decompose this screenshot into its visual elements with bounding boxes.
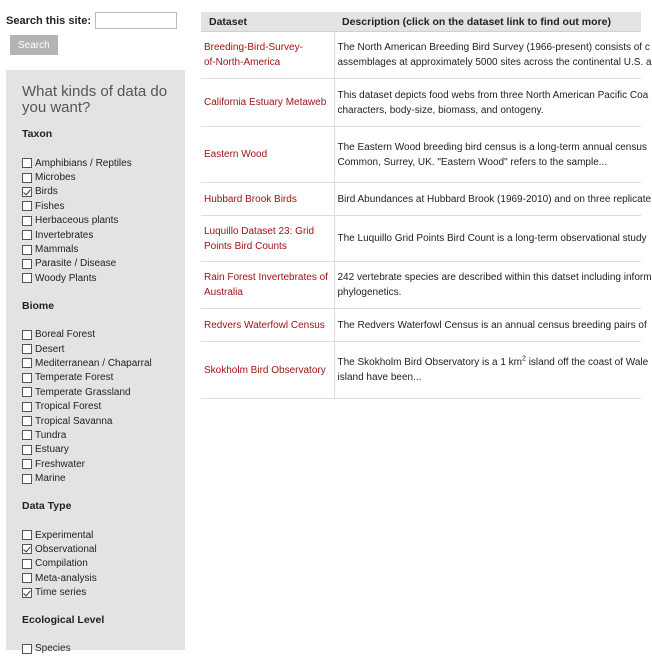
column-header-description: Description (click on the dataset link to find out more) (334, 12, 641, 32)
filter-option-time-series[interactable] (22, 585, 185, 599)
table-row (201, 309, 641, 342)
dataset-description-cell (334, 262, 652, 309)
dataset-table-container (201, 12, 652, 399)
filter-option-temperate-grassland[interactable] (22, 385, 185, 399)
dataset-link-text: Hubbard Brook Birds (204, 193, 297, 205)
filter-option-species[interactable] (22, 642, 185, 656)
filter-option-herbaceous-plants[interactable] (22, 214, 185, 228)
filter-group-title: Biome (22, 299, 55, 312)
filter-option-invertebrates[interactable] (22, 228, 185, 242)
description-text: characters, body-size, biomass, and ontogeny. (337, 104, 544, 116)
dataset-name-cell (201, 262, 334, 309)
dataset-table-body (201, 32, 652, 399)
dataset-link[interactable] (204, 192, 331, 207)
description-text-part: The Skokholm Bird Observatory is a 1 km (337, 357, 523, 368)
checkbox[interactable] (22, 559, 32, 569)
dataset-link[interactable] (204, 270, 331, 300)
dataset-link-text: Luquillo Dataset 23: Grid (204, 225, 315, 237)
filter-group-biome (22, 300, 185, 486)
filter-option-label: Woody Plants (35, 272, 97, 284)
checkbox[interactable] (22, 230, 32, 240)
description-text-part: island off the coast of Wale (525, 357, 649, 368)
filter-option-label: Species (35, 643, 71, 655)
checkbox[interactable] (22, 644, 32, 654)
filter-groups (22, 128, 185, 656)
search-label: Search this site: (6, 14, 91, 27)
filter-option-label: Tropical Forest (35, 401, 102, 413)
description-text: island have been... (337, 372, 422, 383)
checkbox[interactable] (22, 245, 32, 255)
filter-option-birds[interactable] (22, 185, 185, 199)
table-row (201, 342, 641, 399)
description-text (337, 355, 649, 370)
dataset-description-cell (334, 32, 652, 79)
description-text: assemblages at approximately 5000 sites across the continental U.S. a (337, 57, 652, 68)
filter-option-amphibians-reptiles[interactable] (22, 156, 185, 170)
filter-option-mediterranean-chaparral[interactable] (22, 356, 185, 370)
description-text: The Luquillo Grid Points Bird Count is a long-term observational study (337, 233, 647, 244)
dataset-link-text: Rain Forest Invertebrates of (204, 272, 328, 283)
dataset-name-cell (201, 342, 334, 399)
filter-option-label: Estuary (35, 444, 69, 456)
filter-option-label: Freshwater (35, 458, 86, 470)
checkbox[interactable] (22, 402, 32, 412)
filter-option-label: Tropical Savanna (35, 415, 113, 427)
dataset-link-text: California Estuary Metaweb (204, 97, 327, 108)
filter-group-taxon (22, 128, 185, 286)
dataset-link[interactable] (204, 318, 331, 333)
dataset-table (201, 12, 652, 399)
description-text: phylogenetics. (337, 287, 402, 298)
table-header-row (201, 12, 641, 32)
dataset-name-cell (201, 309, 334, 342)
filter-option-label: Mediterranean / Chaparral (35, 357, 152, 369)
checkbox[interactable] (22, 474, 32, 484)
checkbox[interactable] (22, 173, 32, 183)
checkbox[interactable] (22, 358, 32, 368)
checkbox[interactable] (22, 544, 32, 554)
filter-group-ecological-level (22, 614, 185, 656)
filter-option-observational[interactable] (22, 542, 185, 556)
filter-option-label: Meta-analysis (35, 572, 97, 584)
dataset-link-text: Breeding-Bird-Survey- (204, 42, 303, 53)
checkbox[interactable] (22, 201, 32, 211)
filter-option-tundra[interactable] (22, 428, 185, 442)
filter-option-tropical-forest[interactable] (22, 399, 185, 413)
filter-sidebar (6, 70, 185, 655)
site-search (6, 12, 196, 55)
description-text: This dataset depicts food webs from three North American Pacific Coa (337, 89, 649, 101)
description-text: The Redvers Waterfowl Census is an annual census breeding pairs of (337, 319, 647, 331)
filter-option-label: Microbes (35, 172, 76, 184)
description-text: The Eastern Wood breeding bird census is a long-term annual census (337, 141, 647, 153)
filter-option-freshwater[interactable] (22, 457, 185, 471)
dataset-name-cell (201, 32, 334, 79)
table-row (201, 216, 641, 262)
filter-option-label: Fishes (35, 200, 65, 212)
checkbox[interactable] (22, 530, 32, 540)
checkbox[interactable] (22, 216, 32, 226)
checkbox[interactable] (22, 158, 32, 168)
checkbox[interactable] (22, 344, 32, 354)
dataset-description-cell (334, 127, 647, 183)
filter-group-data-type (22, 500, 185, 600)
dataset-link-text: Eastern Wood (204, 149, 268, 160)
filter-option-label: Birds (35, 186, 58, 198)
checkbox[interactable] (22, 187, 32, 197)
description-text: The North American Breeding Bird Survey (1966-present) consists of c (337, 42, 650, 53)
table-row (201, 127, 641, 183)
filter-option-label: Observational (35, 543, 97, 555)
search-input[interactable] (95, 12, 177, 29)
table-row (201, 183, 641, 216)
filter-option-label: Boreal Forest (35, 329, 96, 341)
checkbox[interactable] (22, 387, 32, 397)
dataset-description-cell (334, 79, 649, 127)
filter-option-label: Temperate Grassland (35, 386, 131, 398)
dataset-link-text: Skokholm Bird Observatory (204, 364, 326, 376)
checkbox[interactable] (22, 416, 32, 426)
dataset-description-cell (334, 183, 652, 216)
dataset-link[interactable] (204, 224, 331, 254)
filter-option-experimental[interactable] (22, 528, 185, 542)
checkbox[interactable] (22, 430, 32, 440)
checkbox[interactable] (22, 573, 32, 583)
filter-option-tropical-savanna[interactable] (22, 414, 185, 428)
filter-option-label: Invertebrates (35, 229, 94, 241)
filter-group-title: Ecological Level (22, 613, 105, 626)
filter-option-label: Parasite / Disease (35, 258, 117, 270)
search-button[interactable]: Search (10, 35, 58, 55)
checkbox[interactable] (22, 259, 32, 269)
dataset-name-cell (201, 79, 334, 127)
filter-option-label: Desert (35, 343, 65, 355)
filter-option-estuary[interactable] (22, 443, 185, 457)
checkbox[interactable] (22, 330, 32, 340)
dataset-link-text: Points Bird Counts (204, 240, 287, 252)
filter-option-temperate-forest[interactable] (22, 371, 185, 385)
filter-option-compilation[interactable] (22, 557, 185, 571)
dataset-link-text: of-North-America (204, 57, 281, 68)
column-header-dataset: Dataset (201, 12, 334, 32)
filter-option-desert[interactable] (22, 342, 185, 356)
filter-option-meta-analysis[interactable] (22, 571, 185, 585)
filter-option-label: Temperate Forest (35, 372, 114, 384)
filter-option-label: Compilation (35, 558, 88, 570)
filter-option-marine[interactable] (22, 471, 185, 485)
dataset-link-text: Australia (204, 287, 243, 298)
checkbox[interactable] (22, 373, 32, 383)
checkbox[interactable] (22, 459, 32, 469)
description-text: 242 vertebrate species are described within this datset including inform (337, 272, 652, 283)
dataset-description-cell (334, 342, 649, 399)
description-text: Common, Surrey, UK. "Eastern Wood" refers to the sample... (337, 156, 608, 168)
filter-option-woody-plants[interactable] (22, 271, 185, 285)
dataset-description-cell (334, 216, 647, 262)
dataset-name-cell (201, 127, 334, 183)
filter-option-label: Mammals (35, 244, 79, 256)
filter-option-label: Herbaceous plants (35, 215, 119, 227)
dataset-description-cell (334, 309, 647, 342)
table-row (201, 32, 641, 79)
filter-option-label: Time series (35, 587, 87, 599)
filter-option-microbes[interactable] (22, 170, 185, 184)
filter-option-label: Amphibians / Reptiles (35, 157, 132, 169)
filter-option-label: Marine (35, 473, 66, 485)
checkbox[interactable] (22, 273, 32, 283)
sidebar-title: What kinds of data do you want? (22, 83, 168, 116)
search-row (6, 12, 196, 29)
description-text: Bird Abundances at Hubbard Brook (1969-2010) and on three replicate (337, 193, 652, 205)
filter-option-parasite-disease[interactable] (22, 257, 185, 271)
checkbox[interactable] (22, 445, 32, 455)
dataset-name-cell (201, 216, 334, 262)
dataset-link[interactable] (204, 95, 331, 110)
dataset-link[interactable] (204, 363, 331, 378)
dataset-link[interactable] (204, 40, 331, 70)
filter-option-label: Experimental (35, 529, 94, 541)
filter-option-boreal-forest[interactable] (22, 328, 185, 342)
dataset-name-cell (201, 183, 334, 216)
filter-option-mammals[interactable] (22, 242, 185, 256)
table-row (201, 262, 641, 309)
dataset-link-text: Redvers Waterfowl Census (204, 319, 325, 331)
dataset-link[interactable] (204, 147, 331, 162)
table-row (201, 79, 641, 127)
checkbox[interactable] (22, 588, 32, 598)
filter-group-title: Taxon (22, 128, 53, 140)
superscript: 2 (522, 355, 526, 363)
filter-option-label: Tundra (35, 429, 67, 441)
filter-option-fishes[interactable] (22, 199, 185, 213)
filter-group-title: Data Type (22, 499, 72, 512)
